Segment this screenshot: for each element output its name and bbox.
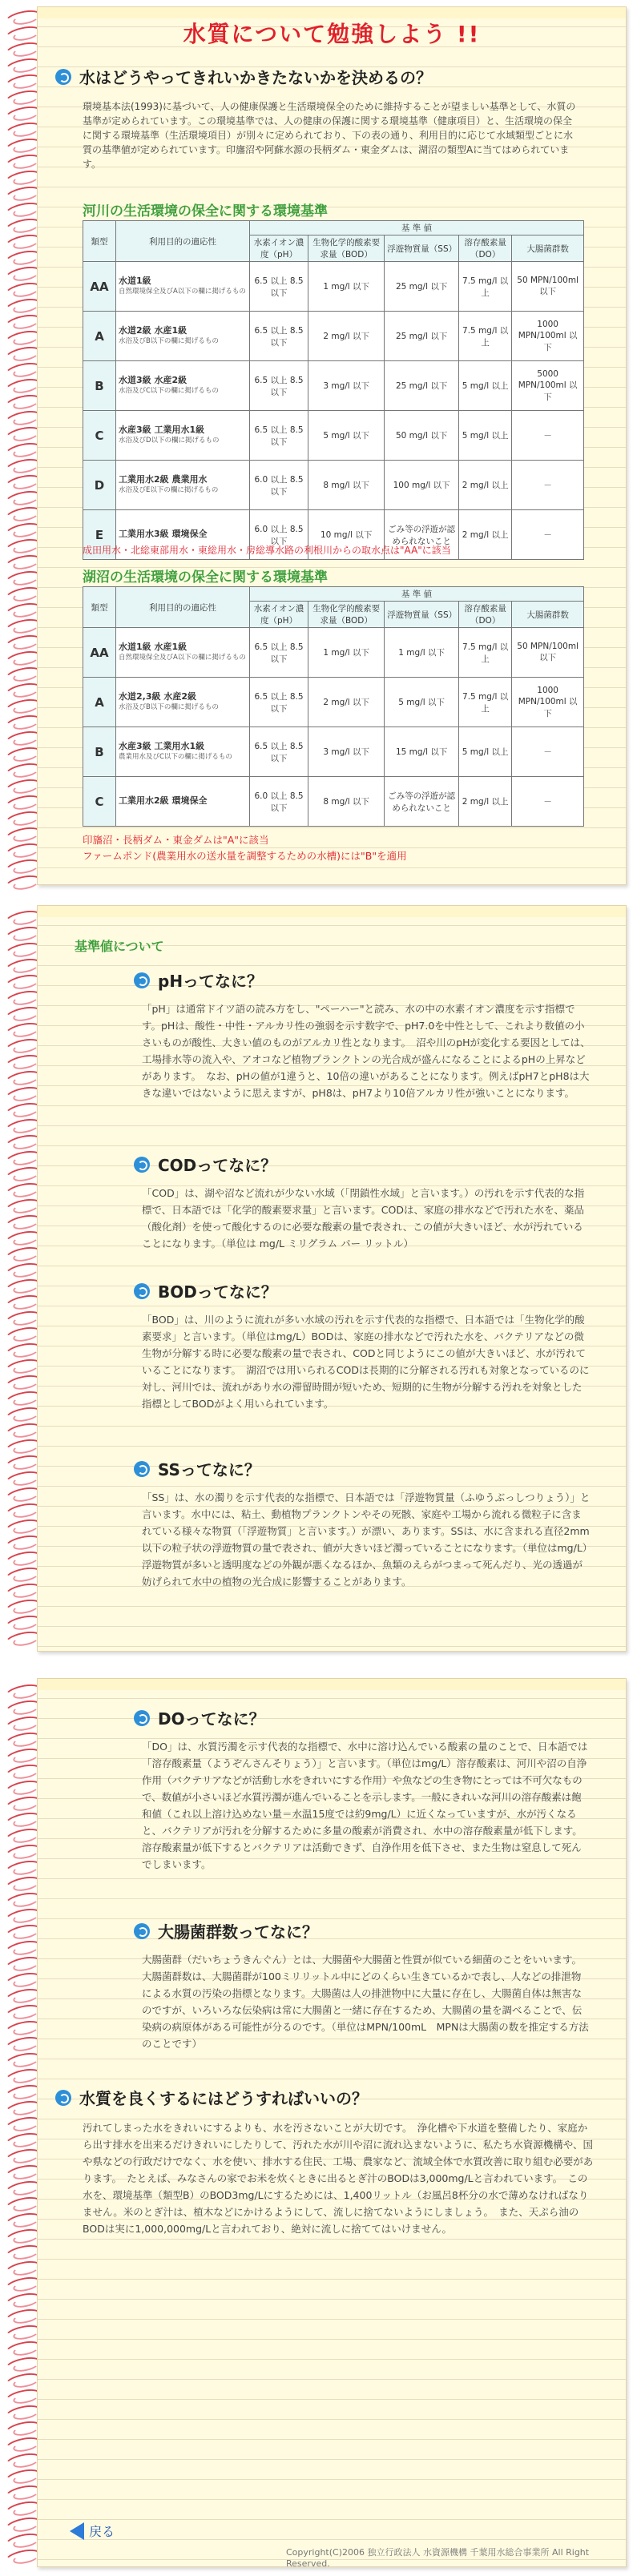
section-how-to-decide [55,65,432,88]
swirl-icon [55,2090,71,2106]
ph-cell: 6.0 以上 8.5 以下 [250,510,308,560]
use-cell [116,461,250,510]
bod-question: BODってなに？ [158,1282,277,1302]
col-kijun: 基 準 値 [250,587,584,602]
river-standards-table [83,220,584,560]
col-coli: 大腸菌群数 [512,235,584,262]
use-main: 水産3級 工業用水1級 [119,425,205,435]
use-cell [116,727,250,777]
intro-text: 環境基本法(1993)に基づいて、人の健康保護と生活環境保全のために維持することが望ましい基準として、水質の基準が定められています。この環境基準では、人の健康の保護に関する環境基準（健康項目）と、生活環境の保全に関する環境基準（生活環境項目）が別々に定められており、下の表の通り、利用目的に応じて水域類型ごとに水質の基準値が定められています。印旛沼や阿蘇水源の長柄ダム・東金ダムは、湖沼の類型Aに当てはめられています。 [83,101,576,170]
col-ss: 浮遊物質量（SS） [385,602,459,628]
swirl-icon [134,1283,150,1299]
better-text: 汚れてしまった水をきれいにするよりも、水を汚さないことが大切です。 浄化槽や下水道を整備したり、家庭から出す排水を出来るだけきれいにしたりして、汚れた水が川や沼に流れ込まないように、私たち水資源機構や、国や県などの行政だけでなく、水を使い、排水する住民、工場、農家など、流域全体で水質改善に取り組む必要があります。 たとえば、みなさんの家でお米を炊くときに出るとぎ汁のBODは3,000mg/Lと言われています。 この水を、環境基準（類型B）のBOD3mg/Lにするためには、1,400リットル（お風呂8杯分の水で薄めなければなりません。米のとぎ汁は、植木などにかけるようにして、流しに捨てないようにしましょう。 また、天ぷら油のBODは実に1,000,000mg/Lと言われており、絶対に流しに捨ててはいけません。 [83,2122,594,2235]
class-cell: A [83,312,116,361]
col-cod: 生物化学的酸素要求量（BOD） [308,602,385,628]
ph-cell: 6.0 以上 8.5 以下 [250,461,308,510]
ss-cell: 25 mg/l 以下 [385,361,459,411]
better-heading [55,2086,368,2109]
swirl-icon [134,1157,150,1173]
cod-heading [134,1153,276,1176]
river-table-heading: 河川の生活環境の保全に関する環境基準 [83,203,328,219]
ss-cell: ごみ等の浮遊が認められないこと [385,510,459,560]
swirl-icon [134,1923,150,1939]
col-kijun: 基 準 値 [250,221,584,235]
table-row [83,727,584,777]
bod-heading [134,1279,277,1302]
ph-question: pHってなに？ [158,972,264,991]
do-cell: 2 mg/l 以上 [459,510,512,560]
do-cell: 5 mg/l 以上 [459,411,512,461]
cod-question: CODってなに？ [158,1156,277,1175]
coli-heading [134,1919,318,1942]
do-cell: 2 mg/l 以上 [459,461,512,510]
use-main: 水道2,3級 水産2級 [119,691,196,702]
use-main: 水産3級 工業用水1級 [119,741,205,751]
use-cell [116,262,250,312]
section-title: 水はどうやってきれいかきたないかを決めるの？ [79,68,432,87]
do-cell: 7.5 mg/l 以上 [459,262,512,312]
use-cell [116,312,250,361]
ss-cell: 50 mg/l 以下 [385,411,459,461]
lake-note-2: ファームポンド(農業用水の送水量を調整するための水槽)には"B"を適用 [83,850,407,862]
ss-cell: 100 mg/l 以下 [385,461,459,510]
bod-text: 「BOD」は、川のように流れが多い水域の汚れを示す代表的な指標で、日本語では「生物化学的酸素要求」と言います。（単位はmg/L）BODは、家庭の排水などで汚れた水を、バクテリアなどの微生物が分解する時に必要な酸素の量で表され、CODと同じようにこの値が大きいほど、水が汚れていることになります。 湖沼では用いられるCODは長期的に分解される汚れも対象となっているのに対し、河川では、流れがあり水の滞留時間が短いため、短期的に生物が分解する汚れを対象とした指標としてBODがよく用いられています。 [142,1314,590,1410]
table-row [83,361,584,411]
bod-cell: 10 mg/l 以下 [308,510,385,560]
class-cell: C [83,777,116,827]
card-more [37,1678,627,2567]
back-arrow-icon [70,2522,84,2540]
coli-cell: － [512,411,584,461]
bod-cell: 8 mg/l 以下 [308,461,385,510]
bod-cell: 1 mg/l 以下 [308,628,385,678]
ph-cell: 6.5 以上 8.5 以下 [250,411,308,461]
use-sub: 自然環境保全及びA以下の欄に掲げるもの [119,654,246,662]
col-ss: 浮遊物質量（SS） [385,235,459,262]
col-ph: 水素イオン濃度（pH） [250,602,308,628]
bod-cell: 3 mg/l 以下 [308,361,385,411]
ph-cell: 6.5 以上 8.5 以下 [250,361,308,411]
lake-standards-table [83,586,584,827]
class-cell: A [83,678,116,727]
cod-text: 「COD」は、湖や沼など流れが少ない水域（「閉鎖性水域」と言います。）の汚れを示す代表的な指標で、日本語では「化学的酸素要求量」と言います。CODは、家庭の排水などで汚れた水を、薬品（酸化剤）を使って酸化するのに必要な酸素の量で表され、この値が大きいほど、水が汚れていることになります。（単位は mg/L ミリグラム パー リットル） [142,1187,585,1250]
do-cell: 7.5 mg/l 以上 [459,312,512,361]
use-main: 水道1級 水産1級 [119,642,187,652]
swirl-icon [55,69,71,85]
col-do: 溶存酸素量（DO） [459,235,512,262]
coli-cell: － [512,777,584,827]
ss-question: SSってなに？ [158,1460,260,1479]
ss-cell: 25 mg/l 以下 [385,262,459,312]
ph-cell: 6.0 以上 8.5 以下 [250,777,308,827]
col-type: 類型 [83,221,116,262]
coli-cell: 50 MPN/100ml 以下 [512,262,584,312]
use-cell [116,777,250,827]
col-use: 利用目的の適応性 [116,221,250,262]
use-cell [116,628,250,678]
do-cell: 7.5 mg/l 以上 [459,628,512,678]
coli-text: 大腸菌群（だいちょうきんぐん）とは、大腸菌や大腸菌と性質が似ている細菌のことをいいます。大腸菌群数は、大腸菌群が100ミリリットル中にどのくらい生きているかで表し、人などの排泄物による水質の汚染の指標となります。大腸菌は人の排泄物中に大量に存在し、大腸菌自体は無害なのですが、いろいろな伝染病は常に大腸菌と一緒に存在するため、大腸菌の量を調べることで、伝染病の病原体がある可能性が分るのです。（単位はMPN/100mL MPNは大腸菌の数を推定する方法のことです） [142,1954,589,2050]
col-coli: 大腸菌群数 [512,602,584,628]
table-row [83,312,584,361]
ph-cell: 6.5 以上 8.5 以下 [250,628,308,678]
use-cell [116,411,250,461]
do-cell: 2 mg/l 以上 [459,777,512,827]
do-question: DOってなに？ [158,1709,265,1729]
river-note: 成田用水・北総東部用水・東総用水・房総導水路の利根川からの取水点は"AA"に該当 [83,545,451,556]
use-sub: 水浴及びE以下の欄に掲げるもの [119,486,219,494]
class-cell: AA [83,628,116,678]
coli-cell: 1000 MPN/100ml 以下 [512,678,584,727]
use-sub: 水浴及びB以下の欄に掲げるもの [119,703,219,711]
use-cell [116,678,250,727]
coli-cell: － [512,510,584,560]
col-type: 類型 [83,587,116,628]
back-label[interactable]: 戻る [89,2524,115,2539]
ss-cell: 15 mg/l 以下 [385,727,459,777]
class-cell: B [83,727,116,777]
swirl-icon [134,1461,150,1477]
coli-cell: － [512,461,584,510]
use-sub: 農業用水及びC以下の欄に掲げるもの [119,753,232,761]
use-main: 水道3級 水産2級 [119,375,187,385]
class-cell: E [83,510,116,560]
use-main: 工業用水2級 農業用水 [119,474,208,485]
card-definitions [37,905,627,1652]
use-main: 工業用水2級 環境保全 [119,795,208,806]
card-standards [37,6,627,885]
ph-cell: 6.5 以上 8.5 以下 [250,262,308,312]
use-sub: 水浴及びC以下の欄に掲げるもの [119,387,219,395]
kijun-about: 基準値について [75,939,164,954]
bod-cell: 8 mg/l 以下 [308,777,385,827]
ss-cell: 25 mg/l 以下 [385,312,459,361]
ph-cell: 6.5 以上 8.5 以下 [250,727,308,777]
back-link[interactable] [70,2522,115,2540]
use-main: 工業用水3級 環境保全 [119,529,208,539]
bod-cell: 5 mg/l 以下 [308,411,385,461]
ss-cell: 1 mg/l 以下 [385,628,459,678]
bod-cell: 3 mg/l 以下 [308,727,385,777]
table-row [83,461,584,510]
bod-cell: 2 mg/l 以下 [308,678,385,727]
use-sub: 自然環境保全及びA以下の欄に掲げるもの [119,288,246,296]
notebook-spiral [5,0,40,2576]
bod-cell: 1 mg/l 以下 [308,262,385,312]
col-ph: 水素イオン濃度（pH） [250,235,308,262]
coli-cell: 5000 MPN/100ml 以下 [512,361,584,411]
better-question: 水質を良くするにはどうすればいいの？ [79,2089,368,2108]
coli-cell: 1000 MPN/100ml 以下 [512,312,584,361]
col-do: 溶存酸素量（DO） [459,602,512,628]
bod-cell: 2 mg/l 以下 [308,312,385,361]
lake-note-1: 印旛沼・長柄ダム・東金ダムは"A"に該当 [83,834,269,846]
ss-cell: ごみ等の浮遊が認められないこと [385,777,459,827]
lake-table-heading: 湖沼の生活環境の保全に関する環境基準 [83,570,328,586]
class-cell: C [83,411,116,461]
do-cell: 5 mg/l 以上 [459,727,512,777]
ss-cell: 5 mg/l 以下 [385,678,459,727]
do-cell: 7.5 mg/l 以上 [459,678,512,727]
ss-text: 「SS」は、水の濁りを示す代表的な指標で、日本語では「浮遊物質量（ふゆうぶっしつりょう）」と言います。水中には、粘土、動植物プランクトンやその死骸、家庭や工場から流れる微粒子に含まれている様々な物質（「浮遊物質」と言います。）が漂い、あります。SSは、水に含まれる直径2mm以下の粒子状の浮遊物質の量で表され、値が大きいほど濁っていることになります。（単位はmg/L） 浮遊物質が多いと透明度などの外観が悪くなるほか、魚類のえらがつまって死んだり、光の透過が妨げられて水中の植物の光合成に影響することがあります。 [142,1491,598,1588]
coli-cell: － [512,727,584,777]
table-row [83,411,584,461]
coli-question: 大腸菌群数ってなに？ [158,1922,318,1942]
table-row [83,777,584,827]
do-cell: 5 mg/l 以上 [459,361,512,411]
do-text: 「DO」は、水質汚濁を示す代表的な指標で、水中に溶け込んでいる酸素の量のことで、日本語では「溶存酸素量（ようぞんさんそりょう）」と言います。（単位はmg/L）溶存酸素は、河川や沼の自浄作用（バクテリアなどが活動し水をきれいにする作用）や魚などの生き物にとっては不可欠なもので、数値が小さいほど水質汚濁が進んでいることを示します。一般にきれいな河川の溶存酸素は飽和値（これ以上溶け込めない量＝水温15度では約9mg/L）に近くなっていますが、水が汚くなると、バクテリアが汚れを分解するために多量の酸素が消費され、水中の溶存酸素量が低下します。溶存酸素量が低下するとバクテリアは活動できず、自浄作用を低下させ、また生物は窒息して死んでしまいます。 [142,1741,588,1870]
swirl-icon [134,1710,150,1726]
use-sub: 水浴及びD以下の欄に掲げるもの [119,437,220,445]
coli-cell: 50 MPN/100ml 以下 [512,628,584,678]
table-row [83,262,584,312]
class-cell: AA [83,262,116,312]
col-bod: 生物化学的酸素要求量（BOD） [308,235,385,262]
use-main: 水道1級 [119,276,151,286]
ph-cell: 6.5 以上 8.5 以下 [250,678,308,727]
col-use: 利用目的の適応性 [116,587,250,628]
class-cell: B [83,361,116,411]
do-heading [134,1706,265,1729]
copyright: Copyright(C)2006 独立行政法人 水資源機構 千葉用水総合事業所 All Right Reserved. [286,2547,590,2569]
swirl-icon [134,972,150,988]
use-sub: 水浴及びB以下の欄に掲げるもの [119,337,219,345]
table-row [83,678,584,727]
use-cell [116,361,250,411]
ph-cell: 6.5 以上 8.5 以下 [250,312,308,361]
ph-heading [134,968,263,992]
ph-text: 「pH」は通常ドイツ語の読み方をし、"ペーハー"と読み、水の中の水素イオン濃度を示す指標です。pHは、酸性・中性・アルカリ性の強弱を示す数字で、pH7.0を中性として、これより数値の小さいものが酸性、大きい値のものがアルカリ性となります。 沼や川のpHが変化する要因としては、工場排水等の流入や、アオコなど植物プランクトンの光合成が盛んになることによるpHの上昇などがあります。 なお、pHの値が1違うと、10倍の違いがあることになります。例えばpH7とpH8は大きな違いではないように思えますが、pH8は、pH7より10倍アルカリ性が強いことになります。 [142,1003,591,1099]
ss-heading [134,1457,260,1480]
table-row [83,628,584,678]
use-main: 水道2級 水産1級 [119,325,187,336]
class-cell: D [83,461,116,510]
page-title: 水質について勉強しよう !! [183,21,481,47]
